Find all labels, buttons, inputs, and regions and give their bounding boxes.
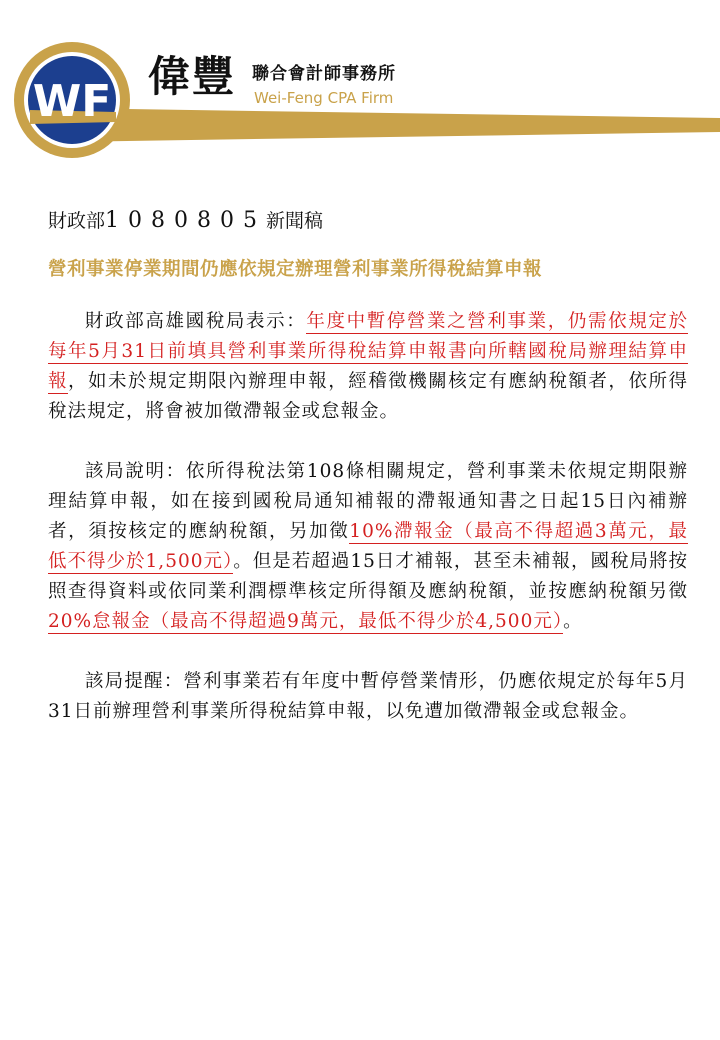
press-release-body xyxy=(48,205,688,757)
headline: 營利事業停業期間仍應依規定辦理營利事業所得稅結算申報 xyxy=(48,259,543,280)
p2-tail: 。 xyxy=(563,611,583,632)
p3-text: 該局提醒：營利事業若有年度中暫停營業情形，仍應依規定於每年5月31日前辦理營利事業所得稅結算申報，以免遭加徵滯報金或怠報金。 xyxy=(48,671,688,722)
p2-highlight-nonfiling-fee: 20%怠報金（最高不得超過9萬元，最低不得少於4,500元） xyxy=(48,611,564,632)
press-suffix: 新聞稿 xyxy=(266,210,324,232)
paragraph-1 xyxy=(48,307,688,427)
press-date: 1080805 xyxy=(105,208,266,233)
p2-lead: 該局說明：依所得稅法第108條相關規定，營利事業未依規定期限辦理結算申報，如在接到國稅局通知補報的滯報通知書之日起15日內補辦者，須按核定的應納稅額，另加徵 xyxy=(48,461,688,542)
p1-tail: ，如未於規定期限內辦理申報，經稽徵機關核定有應納稅額者，依所得稅法規定，將會被加徵滯報金或怠報金。 xyxy=(48,371,688,422)
press-prefix: 財政部 xyxy=(48,210,106,232)
logo-wf-text: WF xyxy=(32,76,112,127)
brand-subtitle-cn: 聯合會計師事務所 xyxy=(252,64,396,84)
brand-subtitle-en: Wei-Feng CPA Firm xyxy=(254,89,394,107)
p1-lead: 財政部高雄國稅局表示： xyxy=(85,311,307,332)
gold-band xyxy=(60,108,720,142)
press-release-line xyxy=(48,205,688,237)
paragraph-3 xyxy=(48,667,688,727)
paragraph-2 xyxy=(48,457,688,637)
p2-middle: 。但是若超過15日才補報，甚至未補報，國稅局將按照查得資料或依同業利潤標準核定所得額及應納稅額，並按應納稅額另徵 xyxy=(48,551,688,602)
letterhead xyxy=(0,0,720,200)
p2-highlight-late-fee: 10%滯報金（最高不得超過3萬元，最低不得少於1,500元） xyxy=(48,521,688,572)
brand-name-cn: 偉豐 xyxy=(148,52,237,101)
p1-highlight: 年度中暫停營業之營利事業，仍需依規定於每年5月31日前填具營利事業所得稅結算申報書向所轄國稅局辦理結算申報 xyxy=(48,311,688,392)
